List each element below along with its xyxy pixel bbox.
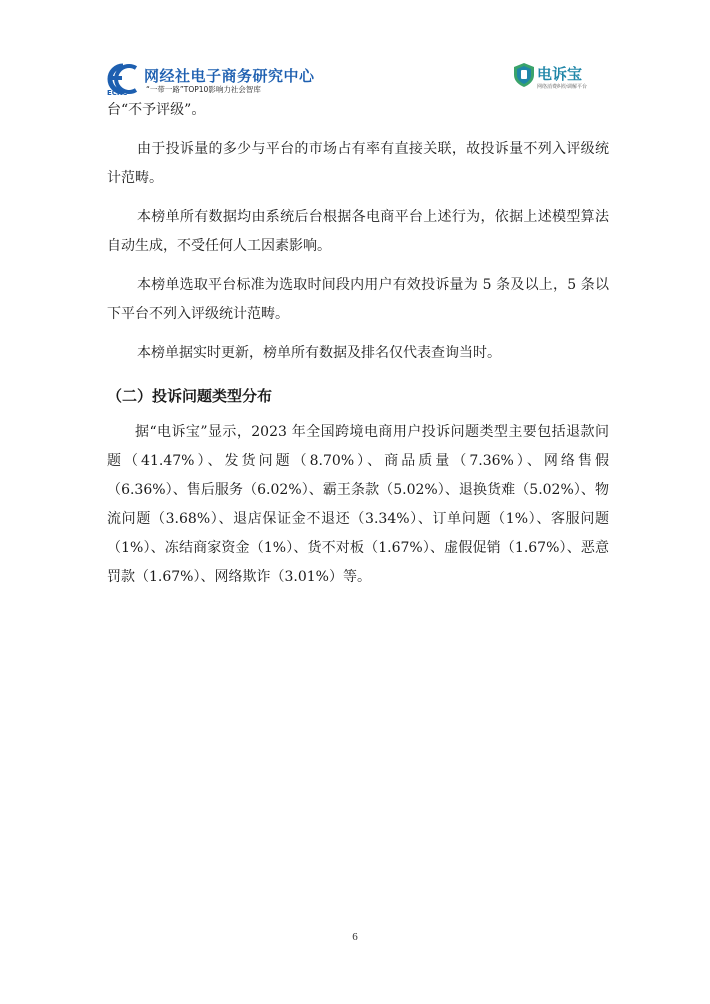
shield-icon — [513, 62, 535, 88]
ecrc-logo — [106, 62, 366, 96]
paragraph-selection-criteria: 本榜单选取平台标准为选取时间段内用户有效投诉量为 5 条及以上，5 条以下平台不列入评级统计范畴。 — [107, 277, 609, 322]
section-heading: （二）投诉问题类型分布 — [107, 387, 273, 405]
ecrc-mark-text: ECRC — [107, 89, 128, 96]
document-body — [107, 96, 609, 592]
dianshubao-logo — [513, 62, 613, 96]
brand-name: 电诉宝 — [537, 65, 583, 83]
paragraph-complaint-types: 据“电诉宝”显示，2023 年全国跨境电商用户投诉问题类型主要包括退款问题（41.47%）、发货问题（8.70%）、商品质量（7.36%）、网络售假（6.36%）、售后服务（6.02%）、霸王条款（5.02%）、退换货难（5.02%）、物流问题（3.68%）、退店保证金不退还（3.34%）、订单问题（1%）、客服问题（1%）、冻结商家资金（1%）、货不对板（1.67%）、虚假促销（1.67%）、恶意罚款（1.67%）、网络欺诈（3.01%）等。 — [107, 424, 609, 585]
org-name: 网经社电子商务研究中心 — [144, 67, 315, 85]
org-slogan: “一带一路”TOP10影响力社会智库 — [146, 85, 261, 94]
brand-subtitle: 网络消费纠纷调解平台 — [537, 84, 588, 90]
ecrc-logo-icon — [106, 62, 142, 96]
page-header — [0, 0, 710, 100]
paragraph-realtime-update: 本榜单据实时更新，榜单所有数据及排名仅代表查询当时。 — [137, 345, 501, 361]
paragraph-volume-note: 由于投诉量的多少与平台的市场占有率有直接关联，故投诉量不列入评级统计范畴。 — [107, 141, 609, 186]
page-number: 6 — [352, 931, 358, 943]
paragraph-continuation: 台“不予评级”。 — [107, 102, 206, 118]
paragraph-auto-generated: 本榜单所有数据均由系统后台根据各电商平台上述行为，依据上述模型算法自动生成，不受任何人工因素影响。 — [107, 209, 609, 254]
